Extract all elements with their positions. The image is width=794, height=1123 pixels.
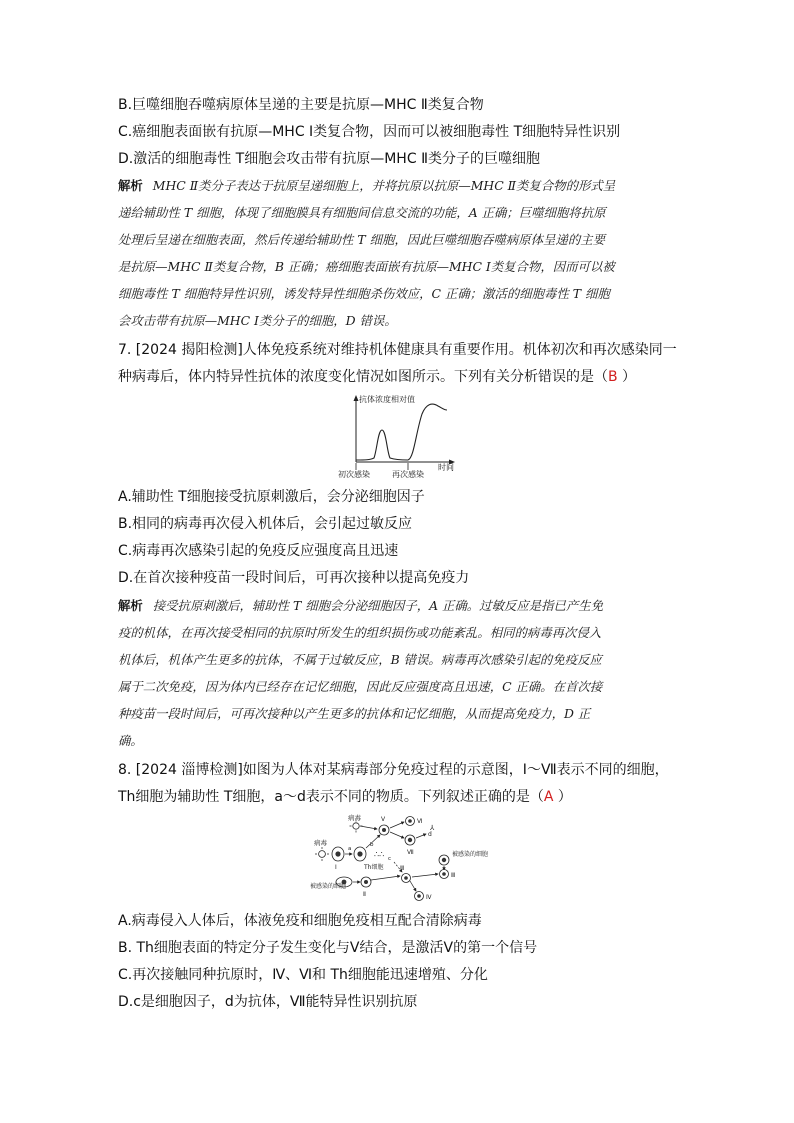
second-infection-label: 再次感染 <box>392 470 424 479</box>
q8-option-a: A.病毒侵入人体后，体液免疫和细胞免疫相互配合清除病毒 <box>118 913 482 929</box>
substance-label-b: b <box>370 842 374 848</box>
th-cell-icon <box>354 847 366 861</box>
target-cell-icon <box>439 855 449 865</box>
q7-answer: B <box>608 369 618 385</box>
substance-label-d: d <box>428 831 432 838</box>
substance-label-a: a <box>348 846 352 852</box>
antibody-glyph: ⅄ <box>430 824 435 832</box>
q8-stem-line1: 8. [2024 淄博检测]如图为人体对某病毒部分免疫过程的示意图，Ⅰ～Ⅶ表示不同的细胞， <box>118 762 669 778</box>
cell-label-iii: Ⅲ <box>400 865 405 872</box>
cell-ii-icon <box>361 877 371 887</box>
virus-label-top: 病毒 <box>348 814 361 822</box>
q6-explanation-line: 会攻击带有抗原—MHC Ⅰ类分子的细胞，D 错误。 <box>118 313 397 328</box>
first-infection-label: 初次感染 <box>338 470 370 479</box>
substance-label-c: c <box>388 856 392 862</box>
antibody-curve-figure <box>330 392 465 478</box>
th-cell-label: Th细胞 <box>364 864 384 871</box>
cell-vi-icon <box>406 817 415 826</box>
explanation-tag: 解析 <box>118 178 143 193</box>
cell-label-v: Ⅴ <box>381 816 386 823</box>
cell-vii-icon <box>405 835 415 845</box>
q8-option-c: C.再次接触同种抗原时，Ⅳ、Ⅵ和 Th细胞能迅速增殖、分化 <box>118 967 488 983</box>
explanation-tag: 解析 <box>118 598 143 613</box>
virus-label-left: 病毒 <box>314 839 327 847</box>
q6-explanation-line: 处理后呈递在细胞表面，然后传递给辅助性 T 细胞，因此巨噬细胞吞噬病原体呈递的主要 <box>118 232 605 247</box>
q7-option-b: B.相同的病毒再次侵入机体后，会引起过敏反应 <box>118 516 413 532</box>
q6-explanation-line: 递给辅助性 T 细胞，体现了细胞膜具有细胞间信息交流的功能，A 正确；巨噬细胞将抗原 <box>118 205 606 220</box>
virus-icon <box>315 847 329 861</box>
cell-label-vii: Ⅶ <box>407 849 414 856</box>
x-axis-label: 时间 <box>438 463 454 472</box>
q7-explanation-line: 确。 <box>118 733 143 748</box>
q8-stem-line2: Th细胞为辅助性 T细胞，a～d表示不同的物质。下列叙述正确的是（A ） <box>118 789 572 805</box>
q8-answer: A <box>543 789 554 805</box>
q6-option-b: B.巨噬细胞吞噬病原体呈递的主要是抗原—MHC Ⅱ类复合物 <box>118 97 484 113</box>
cell-iv-icon <box>415 892 424 901</box>
q7-option-a: A.辅助性 T细胞接受抗原刺激后，会分泌细胞因子 <box>118 489 425 505</box>
cell-label-iv: Ⅳ <box>426 894 432 901</box>
q7-option-d: D.在首次接种疫苗一段时间后，可再次接种以提高免疫力 <box>118 570 470 586</box>
q6-option-d: D.激活的细胞毒性 T细胞会攻击带有抗原—MHC Ⅱ类分子的巨噬细胞 <box>118 151 540 167</box>
q7-explanation-line: 疫的机体，在再次接受相同的抗原时所发生的组织损伤或功能紊乱。相同的病毒再次侵入 <box>118 625 602 640</box>
target-cell-label: 被感染的细胞 <box>452 851 489 858</box>
y-axis-arrow <box>354 395 359 401</box>
q7-option-c: C.病毒再次感染引起的免疫反应强度高且迅速 <box>118 543 399 559</box>
q7-explanation-line: 解析 接受抗原刺激后，辅助性 T 细胞会分泌细胞因子，A 正确。过敏反应是指已产生免 <box>118 598 604 613</box>
q6-explanation-line: 细胞毒性 T 细胞特异性识别，诱发特异性细胞杀伤效应，C 正确；激活的细胞毒性 T 细胞 <box>118 286 610 301</box>
cell-iii-right-icon <box>440 870 449 879</box>
q6-explanation-line: 解析 MHC Ⅱ类分子表达于抗原呈递细胞上，并将抗原以抗原—MHC Ⅱ类复合物的形式呈 <box>118 178 616 193</box>
q8-option-b: B. Th细胞表面的特定分子发生变化与Ⅴ结合，是激活Ⅴ的第一个信号 <box>118 940 538 956</box>
cytokine-dots: ∴∴ <box>374 850 385 859</box>
q7-explanation-line: 种疫苗一段时间后，可再次接种以产生更多的抗体和记忆细胞，从而提高免疫力，D 正 <box>118 706 591 721</box>
q7-explanation-line: 属于二次免疫，因为体内已经存在记忆细胞，因此反应强度高且迅速，C 正确。在首次接 <box>118 679 603 694</box>
cell-iii-icon <box>402 874 411 883</box>
q7-stem-line1: 7. [2024 揭阳检测]人体免疫系统对维持机体健康具有重要作用。机体初次和再次感染同一 <box>118 342 677 358</box>
immune-process-figure <box>308 812 489 904</box>
cell-label-ii: Ⅱ <box>363 891 366 898</box>
cell-v-icon <box>379 825 389 835</box>
cell-label-iii-right: Ⅲ <box>451 872 456 879</box>
cell-i-icon <box>332 847 344 861</box>
cell-label-i: Ⅰ <box>335 864 337 871</box>
q6-explanation-line: 是抗原—MHC Ⅱ类复合物，B 正确；癌细胞表面嵌有抗原—MHC Ⅰ类复合物，因而可以被 <box>118 259 615 274</box>
cell-label-vi: Ⅵ <box>417 818 423 825</box>
infected-cell-label: 被感染的细胞 <box>310 883 347 890</box>
q7-explanation-line: 机体后，机体产生更多的抗体，不属于过敏反应，B 错误。病毒再次感染引起的免疫反应 <box>118 652 602 667</box>
q6-option-c: C.癌细胞表面嵌有抗原—MHC Ⅰ类复合物，因而可以被细胞毒性 T细胞特异性识别 <box>118 124 621 140</box>
q7-stem-line2: 种病毒后，体内特异性抗体的浓度变化情况如图所示。下列有关分析错误的是（B ） <box>118 369 637 385</box>
q8-option-d: D.c是细胞因子，d为抗体，Ⅶ能特异性识别抗原 <box>118 994 418 1010</box>
antibody-curve <box>356 404 447 460</box>
y-axis-label: 抗体浓度相对值 <box>359 395 415 404</box>
